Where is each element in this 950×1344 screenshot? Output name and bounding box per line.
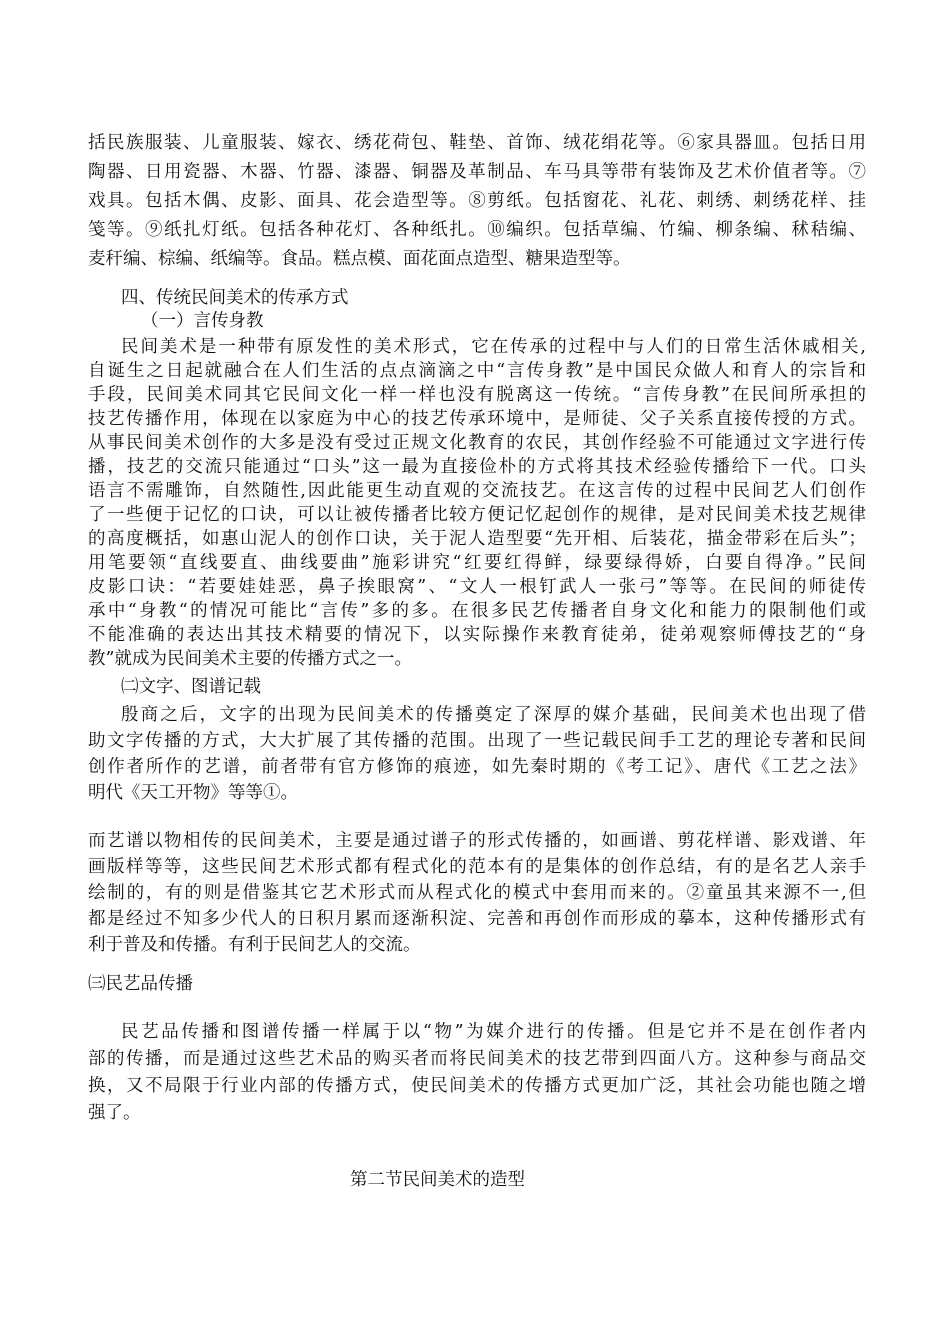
text-line: 陶器、日用瓷器、木器、竹器、漆器、铜器及革制品、车马具等带有装饰及艺术价值者等。⑦	[88, 162, 866, 182]
text-line: 用笔要领“直线要直、曲线要曲”施彩讲究“红要红得鲜，绿要绿得娇，白要自得净。”民间	[88, 553, 866, 573]
text-line: 笺等。⑨纸扎灯纸。包括各种花灯、各种纸扎。⑩编织。包括草编、竹编、柳条编、秫秸编、	[88, 220, 866, 240]
text-line: 教”就成为民间美术主要的传播方式之一。	[88, 649, 412, 669]
text-line: 手段，民间美术同其它民间文化一样一样也没有脱离这一传统。“言传身教”在民间所承担的	[88, 385, 866, 405]
text-line: 殷商之后，文字的出现为民间美术的传播奠定了深厚的媒介基础，民间美术也出现了借	[121, 705, 866, 725]
subsection-heading-3: ㈢民艺品传播	[88, 974, 193, 994]
text-line: 而艺谱以物相传的民间美术，主要是通过谱子的形式传播的，如画谱、剪花样谱、影戏谱、年	[88, 831, 866, 851]
section-title: 第二节民间美术的造型	[350, 1170, 525, 1190]
text-line: 从事民间美术创作的大多是没有受过正规文化教育的农民，其创作经验不可能通过文字进行传	[88, 433, 866, 453]
text-line: 民艺品传播和图谱传播一样属于以“物”为媒介进行的传播。但是它并不是在创作者内	[121, 1022, 866, 1042]
text-line: 明代《天工开物》等等①。	[88, 783, 298, 803]
text-line: 皮影口诀：“若要娃娃恶，鼻子挨眼窝”、“文人一根钉武人一张弓”等等。在民间的师徒传	[88, 577, 866, 597]
text-line: 语言不需雕饰，自然随性,因此能更生动直观的交流技艺。在这言传的过程中民间艺人们创作	[88, 481, 866, 501]
text-line: 麦秆编、棕编、纸编等。食品。糕点模、面花面点造型、糖果造型等。	[88, 249, 631, 269]
text-line: 画版样等等，这些民间艺术形式都有程式化的范本有的是集体的创作总结，有的是名艺人亲手	[88, 857, 866, 877]
section-heading: 四、传统民间美术的传承方式	[121, 288, 349, 308]
text-line: 民间美术是一种带有原发性的美术形式，它在传承的过程中与人们的日常生活休戚相关,	[121, 337, 866, 357]
text-line: 自诞生之日起就融合在人们生活的点点滴滴之中“言传身教”是中国民众做人和育人的宗旨和	[88, 361, 866, 381]
text-line: 绘制的，有的则是借鉴其它艺术形式而从程式化的模式中套用而来的。②童虽其来源不一,但	[88, 883, 866, 903]
text-line: 技艺传播作用，体现在以家庭为中心的技艺传承环境中，是师徒、父子关系直接传授的方式。	[88, 409, 866, 429]
text-line: 换，又不局限于行业内部的传播方式，使民间美术的传播方式更加广泛，其社会功能也随之增	[88, 1076, 866, 1096]
subsection-heading-2: ㈡文字、图谱记载	[121, 677, 261, 697]
text-line: 括民族服装、儿童服装、嫁衣、绣花荷包、鞋垫、首饰、绒花绢花等。⑥家具器皿。包括日用	[88, 133, 866, 153]
text-line: 创作者所作的艺谱，前者带有官方修饰的痕迹，如先秦时期的《考工记》、唐代《工艺之法》	[88, 757, 866, 777]
text-line: 利于普及和传播。有利于民间艺人的交流。	[88, 935, 421, 955]
text-line: 都是经过不知多少代人的日积月累而逐渐积淀、完善和再创作而形成的摹本，这种传播形式有	[88, 909, 866, 929]
text-line: 助文字传播的方式，大大扩展了其传播的范围。出现了一些记载民间手工艺的理论专著和民间	[88, 731, 866, 751]
text-line: 部的传播，而是通过这些艺术品的购买者而将民间美术的技艺带到四面八方。这种参与商品交	[88, 1049, 866, 1069]
text-line: 不能准确的表达出其技术精要的情况下，以实际操作来教育徒弟，徒弟观察师傅技艺的“身	[88, 625, 866, 645]
text-line: 承中“身教“的情况可能比“言传”多的多。在很多民艺传播者自身文化和能力的限制他们或	[88, 601, 866, 621]
text-line: 播，技艺的交流只能通过“口头”这一最为直接俭朴的方式将其技术经验传播给下一代。口头	[88, 457, 866, 477]
text-line: 了一些便于记忆的口诀，可以让被传播者比较方便记忆起创作的规律，是对民间美术技艺规律	[88, 505, 866, 525]
text-line: 戏具。包括木偶、皮影、面具、花会造型等。⑧剪纸。包括窗花、礼花、刺绣、刺绣花样、挂	[88, 191, 866, 211]
subsection-heading-1: （一）言传身教	[141, 311, 264, 331]
text-line: 强了。	[88, 1103, 141, 1123]
text-line: 的高度概括，如惠山泥人的创作口诀，关于泥人造型要“先开相、后装花，描金带彩在后头”；	[88, 529, 866, 549]
